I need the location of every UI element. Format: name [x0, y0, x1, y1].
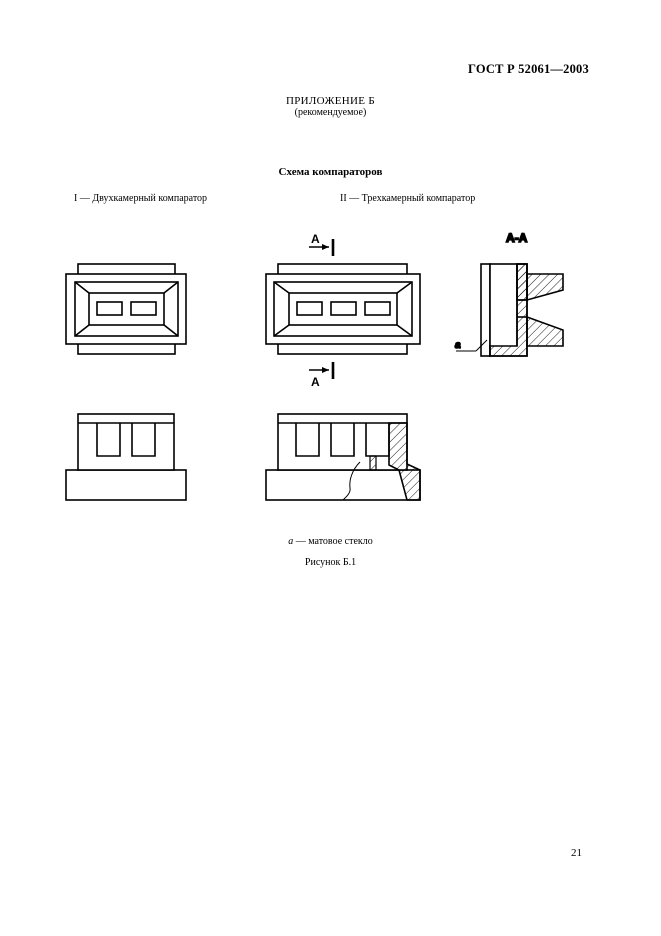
scheme-title: Схема компараторов	[278, 166, 383, 178]
section-title: А-А	[506, 231, 528, 245]
three-chamber-plan-view	[266, 264, 420, 354]
three-chamber-front-view	[266, 414, 420, 500]
page-number: 21	[571, 847, 582, 859]
section-letter-top: А	[311, 232, 320, 246]
document-id: ГОСТ Р 52061—2003	[468, 62, 589, 76]
section-a-a-view	[455, 231, 563, 356]
appendix-subtitle: (рекомендуемое)	[294, 107, 367, 118]
legend-letter: а	[288, 536, 294, 547]
section-letter-bottom: А	[311, 375, 320, 389]
appendix-title: ПРИЛОЖЕНИЕ Б	[286, 95, 375, 107]
legend-text: — матовое стекло	[293, 536, 373, 547]
caption-two-chamber: I — Двухкамерный компаратор	[74, 193, 208, 204]
section-mark-top	[309, 232, 333, 256]
figure-legend	[0, 536, 661, 547]
two-chamber-front-view	[66, 414, 186, 500]
callout-letter: а	[455, 340, 461, 351]
two-chamber-plan-view	[66, 264, 186, 354]
caption-three-chamber: II — Трехкамерный компаратор	[340, 193, 476, 204]
section-mark-bottom	[309, 362, 333, 389]
figure-label: Рисунок Б.1	[304, 557, 357, 568]
